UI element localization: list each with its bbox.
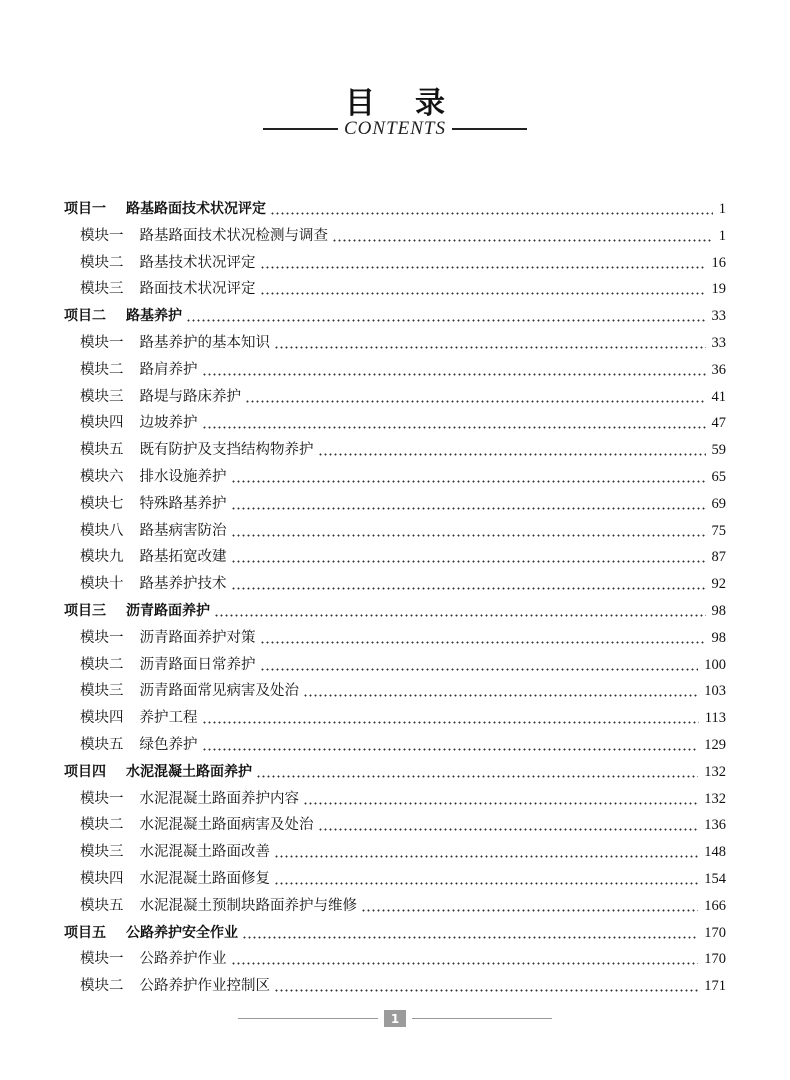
toc-leader-dots [274, 839, 698, 865]
toc-entry-title: 公路养护作业 [139, 951, 227, 968]
toc-page-number: 92 [711, 576, 726, 593]
toc-entry-title: 既有防护及支挡结构物养护 [139, 442, 314, 459]
toc-project-entry[interactable] [0, 303, 790, 329]
toc-entry-title: 水泥混凝土路面病害及处治 [139, 817, 314, 834]
toc-entry-title: 公路养护安全作业 [126, 924, 238, 941]
toc-page-number: 170 [704, 951, 726, 968]
toc-leader-dots [274, 866, 698, 892]
toc-entry-label [80, 276, 256, 302]
toc-entry-label [80, 464, 227, 490]
toc-page-number: 33 [711, 308, 726, 325]
subtitle-text: CONTENTS [344, 118, 446, 139]
toc-page-number: 87 [711, 549, 726, 566]
toc-page-number: 154 [704, 871, 726, 887]
toc-entry-number: 模块三 [80, 844, 124, 861]
toc-entry-title: 路面技术状况评定 [139, 281, 256, 298]
toc-page-number: 47 [711, 415, 726, 432]
toc-entry-number: 模块九 [80, 549, 124, 566]
toc-page-number: 1 [718, 201, 726, 217]
page-number: 1 [384, 1010, 406, 1027]
toc-entry-title: 沥青路面日常养护 [139, 656, 256, 673]
toc-page-number: 132 [704, 763, 726, 780]
toc-leader-dots [245, 384, 706, 410]
toc-module-entry[interactable] [0, 705, 790, 731]
toc-leader-dots [260, 276, 706, 302]
toc-entry-number: 模块三 [80, 281, 124, 298]
toc-leader-dots [214, 598, 706, 624]
toc-entry-number: 模块七 [80, 495, 124, 512]
toc-entry-number: 项目二 [64, 308, 106, 325]
subtitle-rule-right [452, 128, 527, 130]
toc-module-entry[interactable] [0, 946, 790, 972]
title-char-2: 录 [415, 86, 445, 121]
toc-entry-number: 模块四 [80, 871, 124, 887]
toc-module-entry[interactable] [0, 330, 790, 356]
toc-page-number: 132 [704, 790, 726, 807]
toc-entry-label [80, 250, 256, 276]
toc-entry-label [80, 652, 256, 678]
toc-entry-label [80, 437, 314, 463]
toc-leader-dots [231, 518, 706, 544]
toc-entry-number: 模块二 [80, 656, 124, 673]
toc-page-number: 65 [711, 469, 726, 485]
toc-leader-dots [361, 893, 698, 919]
toc-entry-number: 模块五 [80, 442, 124, 459]
toc-entry-title: 绿色养护 [139, 737, 198, 753]
toc-entry-number: 模块五 [80, 897, 124, 914]
toc-entry-label [80, 571, 227, 597]
toc-entry-label [80, 518, 227, 544]
toc-entry-label [80, 839, 270, 865]
toc-leader-dots [318, 437, 706, 463]
toc-leader-dots [274, 973, 698, 999]
toc-entry-number: 模块四 [80, 415, 124, 432]
toc-entry-label [80, 223, 328, 249]
toc-entry-number: 模块五 [80, 737, 124, 753]
footer-rule-left [238, 1018, 378, 1019]
toc-entry-title: 路基养护的基本知识 [139, 335, 270, 351]
toc-module-entry[interactable] [0, 786, 790, 812]
toc-project-entry[interactable] [0, 598, 790, 624]
toc-leader-dots [202, 732, 699, 758]
toc-leader-dots [332, 223, 713, 249]
toc-project-entry[interactable] [0, 196, 790, 222]
toc-entry-label [80, 705, 198, 731]
toc-module-entry[interactable] [0, 866, 790, 892]
page-footer [0, 1010, 790, 1027]
toc-entry-title: 沥青路面常见病害及处治 [139, 683, 299, 700]
contents-subtitle [0, 118, 790, 140]
toc-entry-number: 模块一 [80, 227, 124, 244]
toc-leader-dots [202, 357, 706, 383]
toc-page-number: 166 [704, 897, 726, 914]
toc-page-number: 1 [718, 227, 726, 244]
toc-entry-title: 路堤与路床养护 [139, 388, 241, 405]
toc-page-number: 59 [711, 442, 726, 459]
toc-leader-dots [231, 491, 706, 517]
toc-entry-title: 沥青路面养护对策 [139, 629, 256, 646]
toc-module-entry[interactable] [0, 544, 790, 570]
toc-entry-label [80, 973, 270, 999]
toc-page-number: 113 [704, 710, 726, 727]
toc-entry-title: 水泥混凝土路面养护 [126, 763, 252, 780]
toc-page-number: 148 [704, 844, 726, 861]
title-char-1: 目 [345, 86, 375, 121]
page-title [0, 78, 790, 122]
toc-leader-dots [242, 920, 698, 946]
toc-module-entry[interactable] [0, 839, 790, 865]
toc-page-number: 41 [711, 388, 726, 405]
toc-leader-dots [318, 812, 699, 838]
toc-module-entry[interactable] [0, 678, 790, 704]
toc-leader-dots [270, 196, 713, 222]
toc-entry-label [80, 410, 198, 436]
toc-page-number: 98 [711, 629, 726, 646]
toc-entry-label [80, 544, 227, 570]
toc-module-entry[interactable] [0, 518, 790, 544]
toc-leader-dots [260, 652, 699, 678]
toc-page-number: 19 [711, 281, 726, 298]
toc-entry-label [80, 678, 299, 704]
toc-entry-number: 模块二 [80, 254, 124, 271]
toc-leader-dots [303, 786, 698, 812]
toc-page-number: 75 [711, 522, 726, 539]
toc-entry-number: 模块八 [80, 522, 124, 539]
toc-leader-dots [202, 410, 706, 436]
toc-entry-label [80, 330, 270, 356]
toc-module-entry[interactable] [0, 276, 790, 302]
toc-entry-number: 模块六 [80, 469, 124, 485]
toc-page-number: 100 [704, 656, 726, 673]
toc-entry-title: 路基技术状况评定 [139, 254, 256, 271]
subtitle-rule-left [263, 128, 338, 130]
toc-page-number: 136 [704, 817, 726, 834]
toc-module-entry[interactable] [0, 812, 790, 838]
toc-entry-title: 路基养护技术 [139, 576, 227, 593]
toc-entry-label [64, 759, 252, 785]
toc-entry-number: 模块一 [80, 335, 124, 351]
toc-entry-title: 路基养护 [126, 308, 182, 325]
toc-module-entry[interactable] [0, 893, 790, 919]
toc-module-entry[interactable] [0, 571, 790, 597]
toc-page-number: 98 [711, 603, 726, 619]
toc-page-number: 129 [704, 737, 726, 753]
toc-entry-number: 项目三 [64, 603, 106, 619]
toc-entry-title: 路基路面技术状况检测与调查 [139, 227, 328, 244]
toc-module-entry[interactable] [0, 410, 790, 436]
toc-entry-label [80, 732, 198, 758]
toc-module-entry[interactable] [0, 625, 790, 651]
toc-leader-dots [231, 571, 706, 597]
toc-entry-title: 水泥混凝土路面修复 [139, 871, 270, 887]
toc-leader-dots [260, 625, 706, 651]
toc-entry-title: 特殊路基养护 [139, 495, 227, 512]
toc-entry-label [80, 866, 270, 892]
toc-page-number: 16 [711, 254, 726, 271]
toc-page-number: 36 [711, 361, 726, 378]
toc-leader-dots [303, 678, 698, 704]
toc-leader-dots [274, 330, 706, 356]
toc-module-entry[interactable] [0, 250, 790, 276]
toc-module-entry[interactable] [0, 732, 790, 758]
toc-entry-label [80, 812, 314, 838]
toc-module-entry[interactable] [0, 491, 790, 517]
toc-module-entry[interactable] [0, 384, 790, 410]
toc-entry-number: 模块一 [80, 790, 124, 807]
toc-leader-dots [231, 464, 706, 490]
toc-entry-number: 模块四 [80, 710, 124, 727]
toc-entry-title: 沥青路面养护 [126, 603, 210, 619]
toc-project-entry[interactable] [0, 759, 790, 785]
toc-entry-title: 路肩养护 [139, 361, 198, 378]
toc-leader-dots [231, 946, 699, 972]
toc-entry-label [80, 491, 227, 517]
toc-page-number: 33 [711, 335, 726, 351]
toc-leader-dots [260, 250, 706, 276]
toc-entry-label [64, 303, 182, 329]
toc-entry-number: 模块三 [80, 683, 124, 700]
toc-entry-title: 水泥混凝土路面养护内容 [139, 790, 299, 807]
toc-module-entry[interactable] [0, 437, 790, 463]
toc-page-number: 103 [704, 683, 726, 700]
toc-entry-number: 模块二 [80, 817, 124, 834]
toc-leader-dots [202, 705, 699, 731]
toc-module-entry[interactable] [0, 223, 790, 249]
toc-leader-dots [256, 759, 698, 785]
toc-entry-number: 项目四 [64, 763, 106, 780]
toc-entry-label [64, 598, 210, 624]
toc-entry-label [64, 920, 238, 946]
toc-entry-label [80, 625, 256, 651]
toc-page-number: 170 [704, 924, 726, 941]
toc-entry-label [80, 786, 299, 812]
toc-entry-label [80, 893, 357, 919]
toc-entry-title: 水泥混凝土路面改善 [139, 844, 270, 861]
toc-entry-title: 路基路面技术状况评定 [126, 201, 266, 217]
toc-entry-title: 路基拓宽改建 [139, 549, 227, 566]
toc-module-entry[interactable] [0, 357, 790, 383]
toc-entry-label [64, 196, 266, 222]
toc-module-entry[interactable] [0, 973, 790, 999]
toc-entry-number: 模块二 [80, 361, 124, 378]
toc-page-number: 171 [704, 978, 726, 995]
toc-entry-number: 模块二 [80, 978, 124, 995]
toc-entry-title: 养护工程 [139, 710, 198, 727]
toc-entry-title: 公路养护作业控制区 [139, 978, 270, 995]
toc-entry-title: 路基病害防治 [139, 522, 227, 539]
toc-leader-dots [231, 544, 706, 570]
toc-entry-number: 模块一 [80, 951, 124, 968]
footer-rule-right [412, 1018, 552, 1019]
toc-entry-label [80, 384, 241, 410]
toc-leader-dots [186, 303, 706, 329]
toc-entry-label [80, 946, 227, 972]
toc-entry-number: 模块一 [80, 629, 124, 646]
toc-entry-number: 项目一 [64, 201, 106, 217]
toc-module-entry[interactable] [0, 652, 790, 678]
toc-entry-title: 水泥混凝土预制块路面养护与维修 [139, 897, 357, 914]
toc-project-entry[interactable] [0, 920, 790, 946]
toc-entry-number: 模块十 [80, 576, 124, 593]
toc-page-number: 69 [711, 495, 726, 512]
toc-entry-number: 项目五 [64, 924, 106, 941]
toc-entry-label [80, 357, 198, 383]
toc-entry-title: 排水设施养护 [139, 469, 227, 485]
toc-entry-number: 模块三 [80, 388, 124, 405]
toc-entry-title: 边坡养护 [139, 415, 198, 432]
toc-module-entry[interactable] [0, 464, 790, 490]
